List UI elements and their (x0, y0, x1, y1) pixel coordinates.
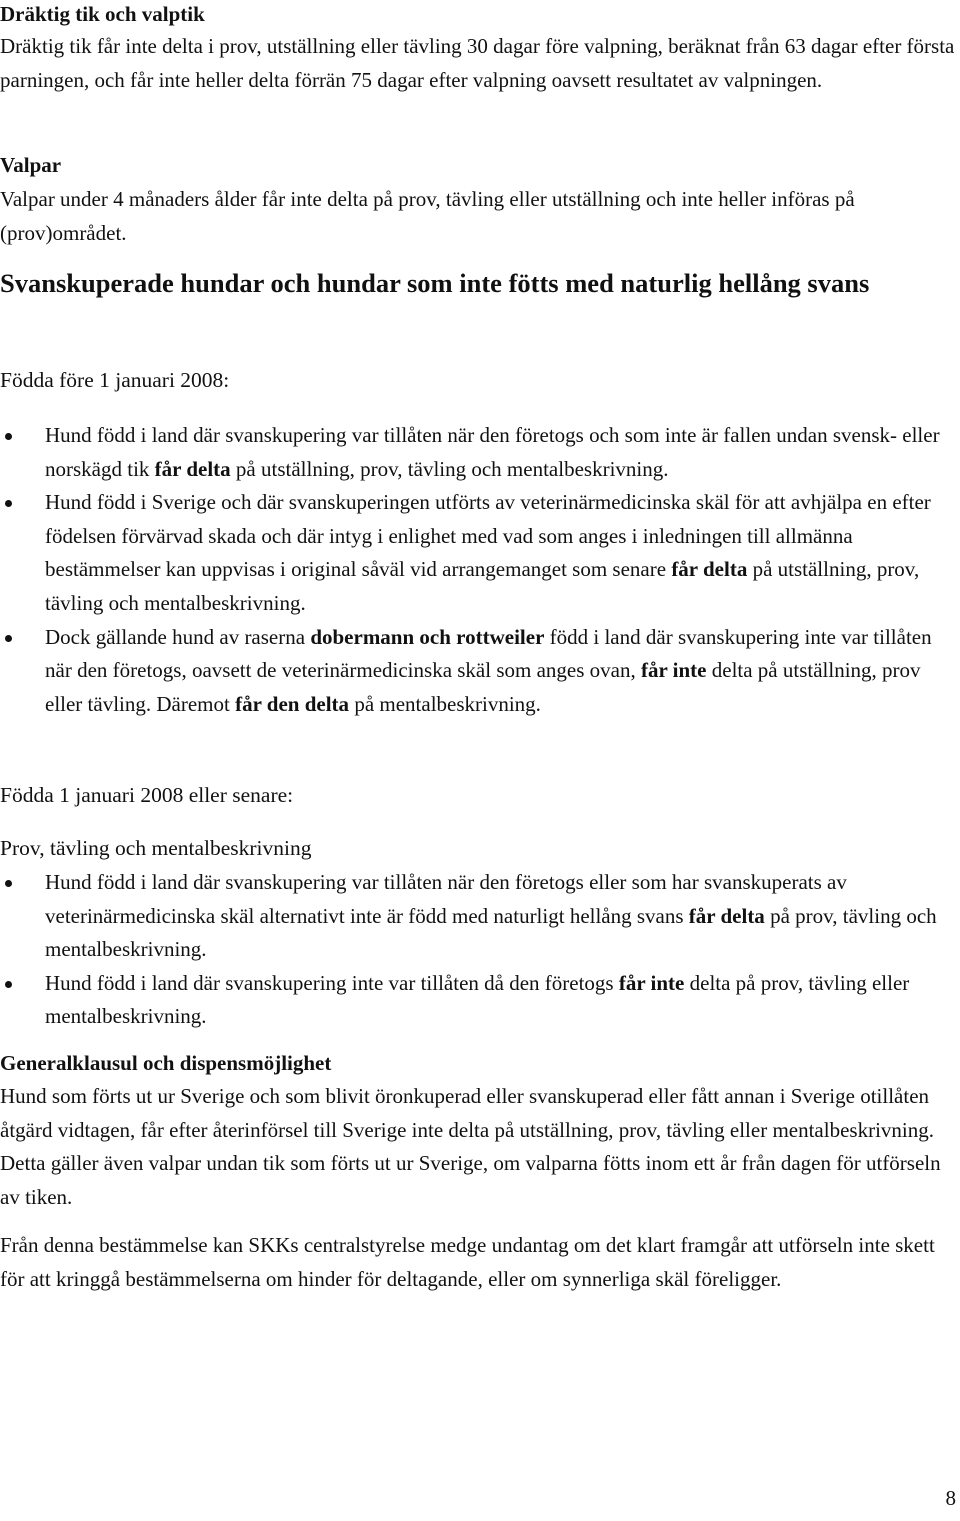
list-item: Hund född i land där svanskupering inte var tillåten då den företogs får inte delta på prov, tävling eller mentalbeskrivning. (0, 967, 958, 1034)
bullet-icon (5, 880, 12, 887)
list-item: Hund född i land där svanskupering var tillåten när den företogs eller som har svanskuperats av veterinärmedicinska skäl alternativt inte är född med naturligt hellång svans får delta på prov, tävling och mentalbeskrivning. (0, 866, 958, 967)
paragraph-draktig: Dräktig tik får inte delta i prov, utställning eller tävling 30 dagar före valpning, beräknat från 63 dagar efter första parningen, och får inte heller delta förrän 75 dagar efter valpning oavsett resultatet av valpningen. (0, 34, 955, 92)
paragraph-dispens: Från denna bestämmelse kan SKKs centralstyrelse medge undantag om det klart framgår att utförseln inte skett för att kringgå bestämmelserna om hinder för deltagande, eller om synnerliga skäl föreligger. (0, 1233, 935, 1291)
heading-generalklausul: Generalklausul och dispensmöjlighet (0, 1051, 332, 1075)
heading-prov-tavling: Prov, tävling och mentalbeskrivning (0, 836, 312, 860)
bullet-icon (5, 433, 12, 440)
heading-valpar: Valpar (0, 153, 62, 177)
bullet-icon (5, 635, 12, 642)
heading-draktig: Dräktig tik och valptik (0, 2, 205, 26)
heading-fodda-efter: Födda 1 januari 2008 eller senare: (0, 783, 294, 807)
list-fodda-fore (0, 419, 958, 721)
page-number: 8 (945, 1486, 956, 1510)
heading-fodda-fore: Födda före 1 januari 2008: (0, 368, 230, 392)
heading-svanskuperade: Svanskuperade hundar och hundar som inte fötts med naturlig hellång svans (0, 268, 870, 298)
list-item: Hund född i Sverige och där svanskuperingen utförts av veterinärmedicinska skäl för att avhjälpa en efter födelsen förvärvad skada och där intyg i enlighet med vad som anges i inledningen till allmänna bestämmelser kan uppvisas i original såväl vid arrangemanget som senare får delta på utställning, prov, tävling och mentalbeskrivning. (0, 486, 958, 620)
bullet-icon (5, 500, 12, 507)
paragraph-valpar: Valpar under 4 månaders ålder får inte delta på prov, tävling eller utställning och inte heller införas på (prov)området. (0, 187, 855, 245)
list-fodda-efter (0, 866, 958, 1034)
paragraph-generalklausul: Hund som förts ut ur Sverige och som blivit öronkuperad eller svanskuperad eller fått annan i Sverige otillåten åtgärd vidtagen, får efter återinförsel till Sverige inte delta på utställning, prov, tävling eller mentalbeskrivning. Detta gäller även valpar undan tik som förts ut ur Sverige, om valparna fötts inom ett år från dagen för utförseln av tiken. (0, 1084, 941, 1209)
bullet-icon (5, 981, 12, 988)
list-item: Dock gällande hund av raserna dobermann och rottweiler född i land där svanskupering inte var tillåten när den företogs, oavsett de veterinärmedicinska skäl som anges ovan, får inte delta på utställning, prov eller tävling. Däremot får den delta på mentalbeskrivning. (0, 621, 958, 722)
list-item: Hund född i land där svanskupering var tillåten när den företogs och som inte är fallen undan svensk- eller norskägd tik får delta på utställning, prov, tävling och mentalbeskrivning. (0, 419, 958, 486)
